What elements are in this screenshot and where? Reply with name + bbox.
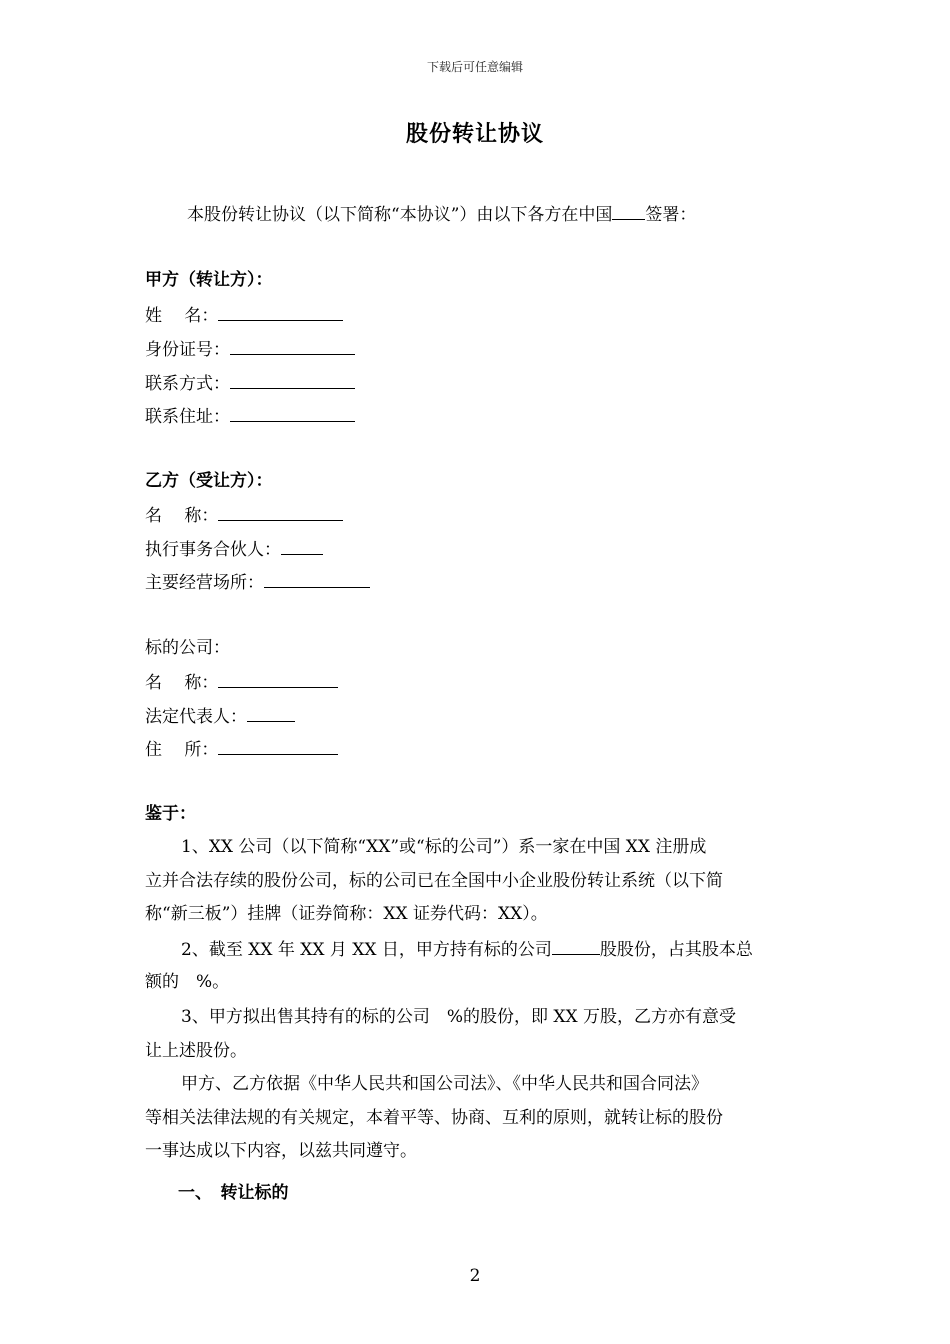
party-b-place-blank[interactable] [264, 571, 370, 588]
target-rep-row [145, 705, 295, 727]
section-1-heading: 一、 转让标的 [178, 1183, 289, 1203]
party-a-contact-blank[interactable] [230, 372, 355, 389]
page-number: 2 [469, 1266, 481, 1286]
party-b-heading: 乙方（受让方）： [145, 471, 273, 491]
whereas-p2-text-end: 股股份，占其股本总 [599, 940, 753, 960]
intro-text-end: 签署： [645, 205, 697, 225]
whereas-p2-line2: 额的 %。 [145, 972, 230, 992]
target-address-blank[interactable] [218, 738, 338, 755]
party-a-heading: 甲方（转让方）： [145, 270, 273, 290]
field-label: 法定代表人： [145, 707, 247, 727]
party-a-address-blank[interactable] [230, 405, 355, 422]
field-label: 住 所： [145, 740, 219, 760]
field-label: 联系方式： [145, 374, 230, 394]
field-label: 联系住址： [145, 407, 230, 427]
shares-blank[interactable] [552, 938, 600, 955]
whereas-p4-line1: 甲方、乙方依据《中华人民共和国公司法》、《中华人民共和国合同法》 [181, 1074, 708, 1094]
target-name-row [145, 671, 338, 693]
field-label: 身份证号： [145, 340, 230, 360]
whereas-p2-text: 2、截至 XX 年 XX 月 XX 日，甲方持有标的公司 [181, 940, 552, 960]
party-a-name-blank[interactable] [218, 304, 343, 321]
party-b-name-row [145, 504, 343, 526]
target-rep-blank[interactable] [247, 705, 295, 722]
whereas-p3-line2: 让上述股份。 [145, 1041, 247, 1061]
field-label: 执行事务合伙人： [145, 540, 281, 560]
field-label: 主要经营场所： [145, 573, 264, 593]
party-a-id-blank[interactable] [230, 338, 355, 355]
whereas-p1-line1: 1、XX 公司（以下简称“XX”或“标的公司”）系一家在中国 XX 注册成 [181, 837, 707, 857]
whereas-heading: 鉴于： [145, 804, 196, 824]
whereas-p4-line2: 等相关法律法规的有关规定，本着平等、协商、互利的原则，就转让标的股份 [145, 1108, 723, 1128]
field-label: 姓 名： [145, 306, 219, 326]
party-b-place-row [145, 571, 370, 593]
intro-text: 本股份转让协议（以下简称“本协议”）由以下各方在中国 [187, 205, 613, 225]
page-header: 下载后可任意编辑 [426, 60, 523, 74]
location-blank[interactable] [612, 203, 645, 220]
party-b-name-blank[interactable] [218, 504, 343, 521]
party-b-partner-blank[interactable] [281, 538, 323, 555]
whereas-p1-line3: 称“新三板”）挂牌（证券简称：XX 证券代码：XX）。 [145, 904, 548, 924]
whereas-p4-line3: 一事达成以下内容，以兹共同遵守。 [145, 1141, 417, 1161]
party-b-partner-row [145, 538, 323, 560]
party-a-id-row [145, 338, 355, 360]
party-a-name-row [145, 304, 343, 326]
intro-paragraph [187, 203, 696, 225]
whereas-p2-line1 [181, 938, 753, 960]
field-label: 名 称： [145, 506, 219, 526]
target-name-blank[interactable] [218, 671, 338, 688]
target-address-row [145, 738, 338, 760]
target-heading: 标的公司： [145, 638, 230, 658]
party-a-address-row [145, 405, 355, 427]
page-title: 股份转让协议 [405, 122, 544, 147]
whereas-p3-line1: 3、甲方拟出售其持有的标的公司 %的股份，即 XX 万股，乙方亦有意受 [181, 1007, 736, 1027]
party-a-contact-row [145, 372, 355, 394]
whereas-p1-line2: 立并合法存续的股份公司，标的公司已在全国中小企业股份转让系统（以下简 [145, 871, 723, 891]
field-label: 名 称： [145, 673, 219, 693]
